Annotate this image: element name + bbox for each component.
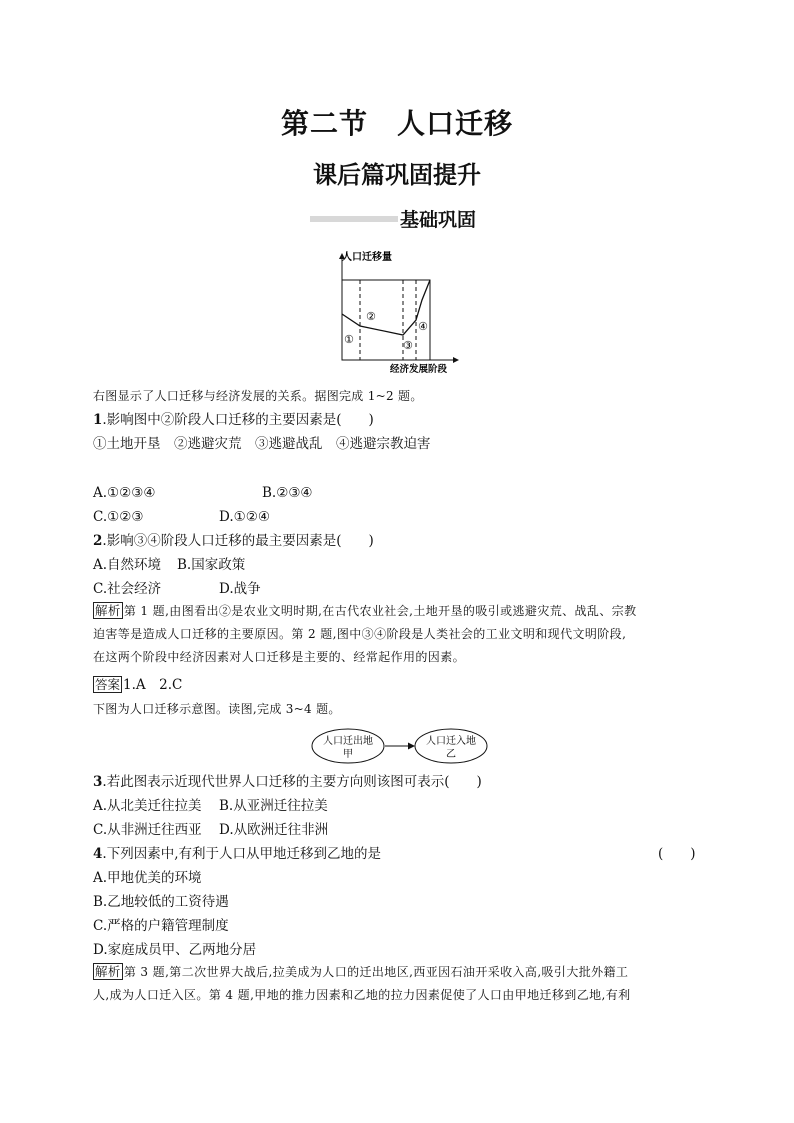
option-1c: C.①②③ (93, 509, 144, 525)
stage-label-4: ④ (418, 320, 428, 333)
stage-label-3: ③ (403, 339, 413, 352)
option-3a: A.从北美迁往拉美 (93, 798, 202, 814)
page-title: 第二节 人口迁移 (280, 107, 513, 140)
option-2d: D.战争 (219, 581, 261, 597)
analysis-block-2 (93, 961, 703, 1007)
option-2c: C.社会经济 (93, 581, 162, 597)
question-number: 3 (93, 774, 103, 790)
question-4-paren: ( ) (658, 846, 696, 862)
migration-curve (342, 280, 430, 335)
option-1b: B.②③④ (262, 485, 313, 501)
intro-text-1: 右图显示了人口迁移与经济发展的关系。据图完成 1~2 题。 (93, 389, 423, 403)
option-1a: A.①②③④ (93, 485, 156, 501)
intro-text-2: 下图为人口迁移示意图。读图,完成 3~4 题。 (93, 702, 341, 716)
question-2 (93, 532, 374, 550)
page-subtitle: 课后篇巩固提升 (313, 161, 481, 189)
chart-ylabel: 人口迁移量 (342, 252, 392, 263)
analysis-line: 第 3 题,第二次世界大战后,拉美成为人口的迁出地区,西亚因石油开采收入高,吸引大批外籍工 (123, 965, 629, 979)
chart-frame (342, 280, 430, 360)
option-2b: B.国家政策 (177, 557, 246, 573)
stage-label-2: ② (366, 310, 376, 323)
question-number: 4 (93, 846, 103, 862)
question-stem: .影响③④阶段人口迁移的最主要因素是( ) (102, 533, 374, 549)
answer-tag: 答案 (95, 677, 121, 692)
answer-text: 1.A 2.C (123, 677, 183, 693)
analysis-tag: 解析 (95, 603, 121, 618)
option-4b: B.乙地较低的工资待遇 (93, 894, 229, 910)
question-1-items: ①土地开垦 ②逃避灾荒 ③逃避战乱 ④逃避宗教迫害 (93, 436, 431, 452)
option-2a: A.自然环境 (93, 557, 162, 573)
option-1d: D.①②④ (219, 509, 270, 525)
origin-label: 人口迁出地 (323, 736, 373, 747)
analysis-block-1 (93, 600, 703, 669)
option-4c: C.严格的户籍管理制度 (93, 918, 229, 934)
option-4d: D.家庭成员甲、乙两地分居 (93, 942, 257, 958)
migration-diagram (310, 726, 490, 766)
destination-label: 人口迁入地 (426, 736, 476, 747)
section-title: 基础巩固 (400, 209, 477, 231)
analysis-line: 第 1 题,由图看出②是农业文明时期,在古代农业社会,土地开垦的吸引或逃避灾荒、战乱、宗教 (123, 604, 637, 618)
option-3d: D.从欧洲迁往非洲 (219, 822, 329, 838)
answer-block-1 (93, 676, 182, 694)
question-stem: .若此图表示近现代世界人口迁移的主要方向则该图可表示( ) (102, 774, 482, 790)
analysis-line: 人,成为人口迁入区。第 4 题,甲地的推力因素和乙地的拉力因素促使了人口由甲地迁移到乙地,有利 (93, 988, 631, 1002)
analysis-line: 迫害等是造成人口迁移的主要原因。第 2 题,图中③④阶段是人类社会的工业文明和现代文明阶段, (93, 627, 627, 641)
question-stem: .影响图中②阶段人口迁移的主要因素是( ) (102, 412, 374, 428)
section-bar (310, 216, 398, 222)
analysis-tag: 解析 (95, 964, 121, 979)
question-number: 2 (93, 533, 103, 549)
option-4a: A.甲地优美的环境 (93, 870, 202, 886)
question-3 (93, 773, 482, 791)
migration-economy-chart (330, 248, 465, 378)
question-4 (93, 845, 381, 863)
option-3c: C.从非洲迁往西亚 (93, 822, 202, 838)
analysis-line: 在这两个阶段中经济因素对人口迁移是主要的、经常起作用的因素。 (93, 650, 466, 664)
stage-label-1: ① (344, 333, 354, 346)
question-number: 1 (93, 412, 103, 428)
question-stem: .下列因素中,有利于人口从甲地迁移到乙地的是 (102, 846, 381, 862)
question-1 (93, 411, 374, 429)
chart-xlabel: 经济发展阶段 (390, 364, 448, 375)
option-3b: B.从亚洲迁往拉美 (219, 798, 328, 814)
origin-name: 甲 (343, 749, 353, 760)
destination-name: 乙 (446, 749, 456, 760)
